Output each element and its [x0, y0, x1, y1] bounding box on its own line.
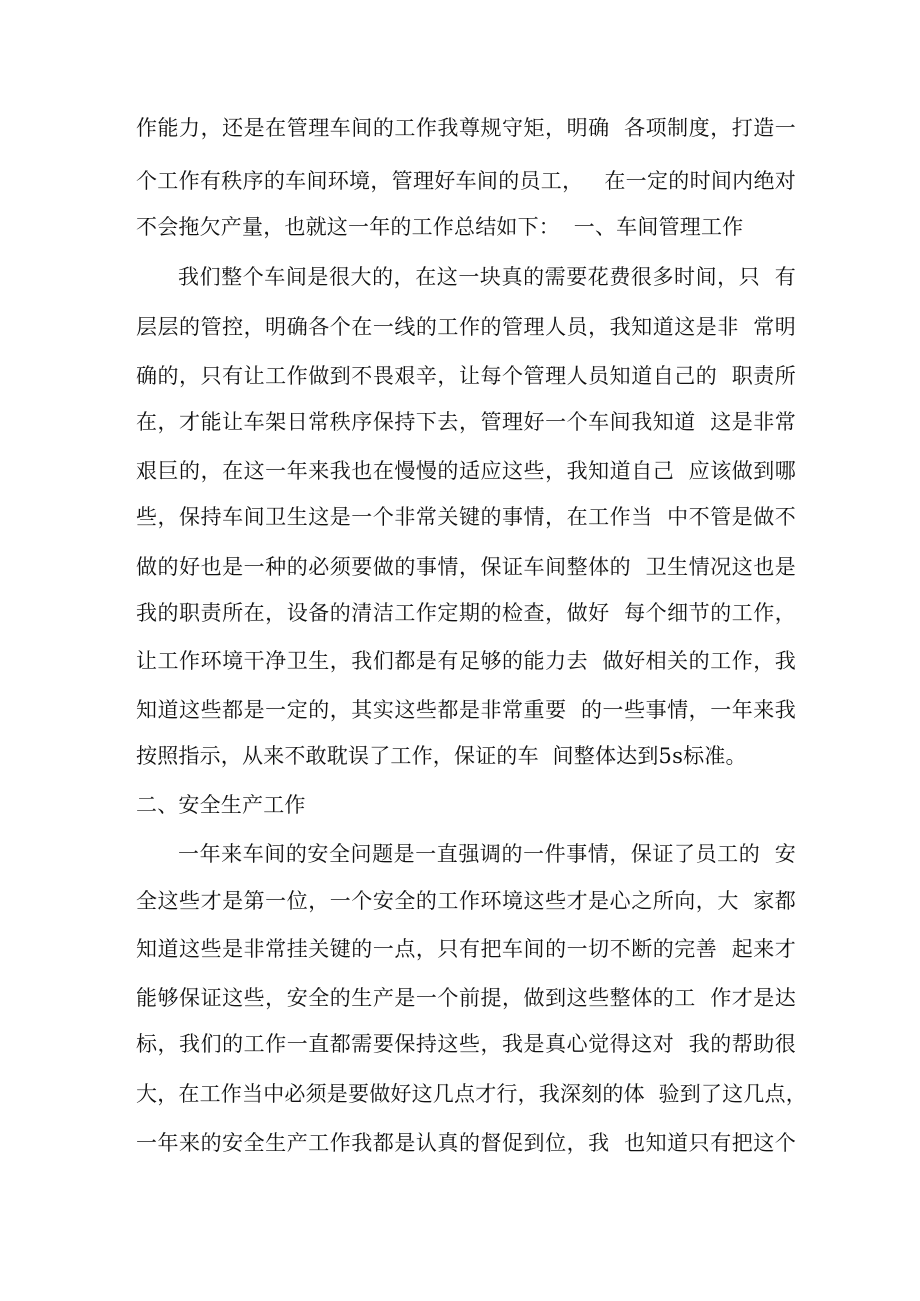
- text-line: 些，保持车间卫生这是一个非常关键的事情，在工作当 中不管是做不: [136, 505, 796, 529]
- text-line: 知道这些都是一定的，其实这些都是非常重要 的一些事情，一年来我: [136, 698, 796, 722]
- text-line: 艰巨的，在这一年来我也在慢慢的适应这些，我知道自己 应该做到哪: [136, 459, 796, 483]
- text-line: 层层的管控，明确各个在一线的工作的管理人员，我知道这是非 常明: [136, 315, 796, 339]
- text-line: 我们整个车间是很大的，在这一块真的需要花费很多时间，只 有: [178, 265, 796, 289]
- text-line: 作能力，还是在管理车间的工作我尊规守矩，明确 各项制度，打造一: [136, 116, 796, 140]
- text-line: 按照指示，从来不敢耽误了工作，保证的车 间整体达到5s标准。: [136, 744, 747, 768]
- text-line: 做的好也是一种的必须要做的事情，保证车间整体的 卫生情况这也是: [136, 555, 796, 579]
- text-line: 标，我们的工作一直都需要保持这些，我是真心觉得这对 我的帮助很: [136, 1032, 796, 1056]
- text-line: 不会拖欠产量，也就这一年的工作总结如下： 一、车间管理工作: [136, 215, 744, 239]
- text-line: 让工作环境干净卫生，我们都是有足够的能力去 做好相关的工作，我: [136, 649, 796, 673]
- text-line: 个工作有秩序的车间环境，管理好车间的员工， 在一定的时间内绝对: [136, 169, 796, 193]
- text-line: 知道这些是非常挂关键的一点，只有把车间的一切不断的完善 起来才: [136, 937, 796, 961]
- section-heading: 二、安全生产工作: [136, 793, 306, 817]
- text-line: 一年来的安全生产工作我都是认真的督促到位，我 也知道只有把这个: [136, 1131, 796, 1155]
- text-line: 全这些才是第一位，一个安全的工作环境这些才是心之所向，大 家都: [136, 889, 796, 913]
- text-line: 大，在工作当中必须是要做好这几点才行，我深刻的体 验到了这几点，: [136, 1082, 807, 1106]
- text-line: 确的，只有让工作做到不畏艰辛，让每个管理人员知道自己的 职责所: [136, 364, 796, 388]
- text-line: 一年来车间的安全问题是一直强调的一件事情，保证了员工的 安: [178, 842, 796, 866]
- text-line: 能够保证这些，安全的生产是一个前提，做到这些整体的工 作才是达: [136, 986, 796, 1010]
- text-line: 在，才能让车架日常秩序保持下去，管理好一个车间我知道 这是非常: [136, 410, 796, 434]
- text-line: 我的职责所在，设备的清洁工作定期的检查，做好 每个细节的工作，: [136, 601, 796, 625]
